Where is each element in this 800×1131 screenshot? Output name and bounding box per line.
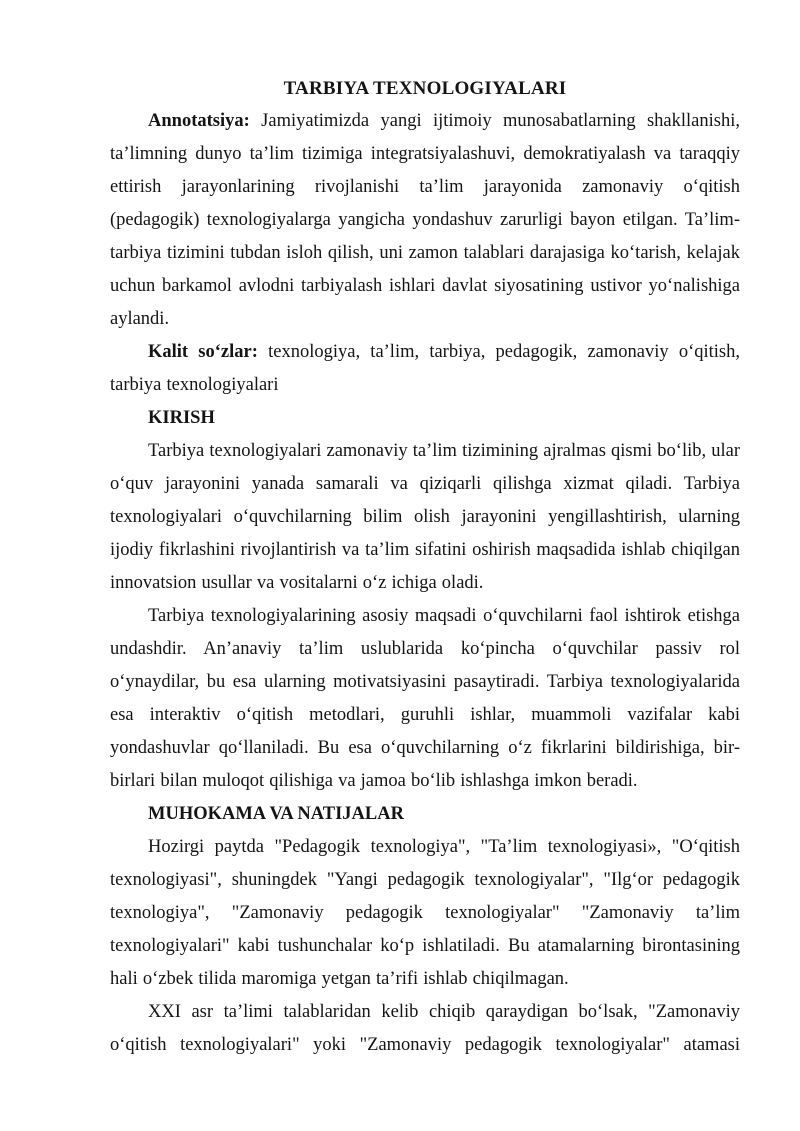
intro-paragraph-2: Tarbiya texnologiyalarining asosiy maqsadi o‘quvchilarni faol ishtirok etishga undashdir. An’anaviy ta’lim uslublarida ko‘pincha o‘quvchilar passiv rol o‘ynaydilar, bu esa ularning motivatsiyasini pasaytiradi. Tarbiya texnologiyalarida esa interaktiv o‘qitish metodlari, guruhli ishlar, muammoli vazifalar kabi yondashuvlar qo‘llaniladi. Bu esa o‘quvchilarning o‘z fikrlarini bildirishiga, bir-birlari bilan muloqot qilishiga va jamoa bo‘lib ishlashga imkon beradi. bbox=[110, 606, 740, 791]
annotation-paragraph bbox=[110, 105, 740, 336]
keywords-text: texnologiya, ta’lim, tarbiya, pedagogik, zamonaviy o‘qitish, tarbiya texnologiyalari bbox=[110, 342, 740, 395]
intro-paragraph-1: Tarbiya texnologiyalari zamonaviy ta’lim tizimining ajralmas qismi bo‘lib, ular o‘quv jarayonini yanada samarali va qiziqarli qilishga xizmat qiladi. Tarbiya texnologiyalari o‘quvchilarning bilim olish jarayonini yengillashtirish, ularning ijodiy fikrlashini rivojlantirish va ta’lim sifatini oshirish maqsadida ishlab chiqilgan innovatsion usullar va vositalarni o‘z ichiga oladi. bbox=[110, 441, 740, 593]
annotation-text: Jamiyatimizda yangi ijtimoiy munosabatlarning shakllanishi, ta’limning dunyo ta’lim tizimiga integratsiyalashuvi, demokratiyalash va taraqqiy ettirish jarayonlarining rivojlanishi ta’lim jarayonida zamonaviy o‘qitish (pedagogik) texnologiyalarga yangicha yondashuv zarurligi bayon etilgan. Ta’lim-tarbiya tizimini tubdan isloh qilish, uni zamon talablari darajasiga ko‘tarish, kelajak uchun barkamol avlodni tarbiyalash ishlari davlat siyosatining ustivor yo‘nalishiga aylandi. bbox=[110, 111, 740, 329]
intro-heading: KIRISH bbox=[148, 408, 215, 428]
discussion-paragraph-2: XXI asr ta’limi talablaridan kelib chiqib qaraydigan bo‘lsak, "Zamonaviy o‘qitish texnologiyalari" yoki "Zamonaviy pedagogik texnologiyalar" atamasi bbox=[110, 1002, 740, 1055]
keywords-label: Kalit so‘zlar: bbox=[148, 342, 258, 362]
annotation-label: Annotatsiya: bbox=[148, 111, 250, 131]
document-title: TARBIYA TEXNOLOGIYALARI bbox=[283, 78, 567, 99]
discussion-paragraph-1: Hozirgi paytda "Pedagogik texnologiya", "Ta’lim texnologiyasi», "O‘qitish texnologiyasi", shuningdek "Yangi pedagogik texnologiyalar", "Ilg‘or pedagogik texnologiya", "Zamonaviy pedagogik texnologiyalar" "Zamonaviy ta’lim texnologiyalari" kabi tushunchalar ko‘p ishlatiladi. Bu atamalarning birontasining hali o‘zbek tilida maromiga yetgan ta’rifi ishlab chiqilmagan. bbox=[110, 837, 740, 989]
keywords-paragraph bbox=[110, 336, 740, 402]
discussion-heading: MUHOKAMA VA NATIJALAR bbox=[148, 804, 404, 824]
